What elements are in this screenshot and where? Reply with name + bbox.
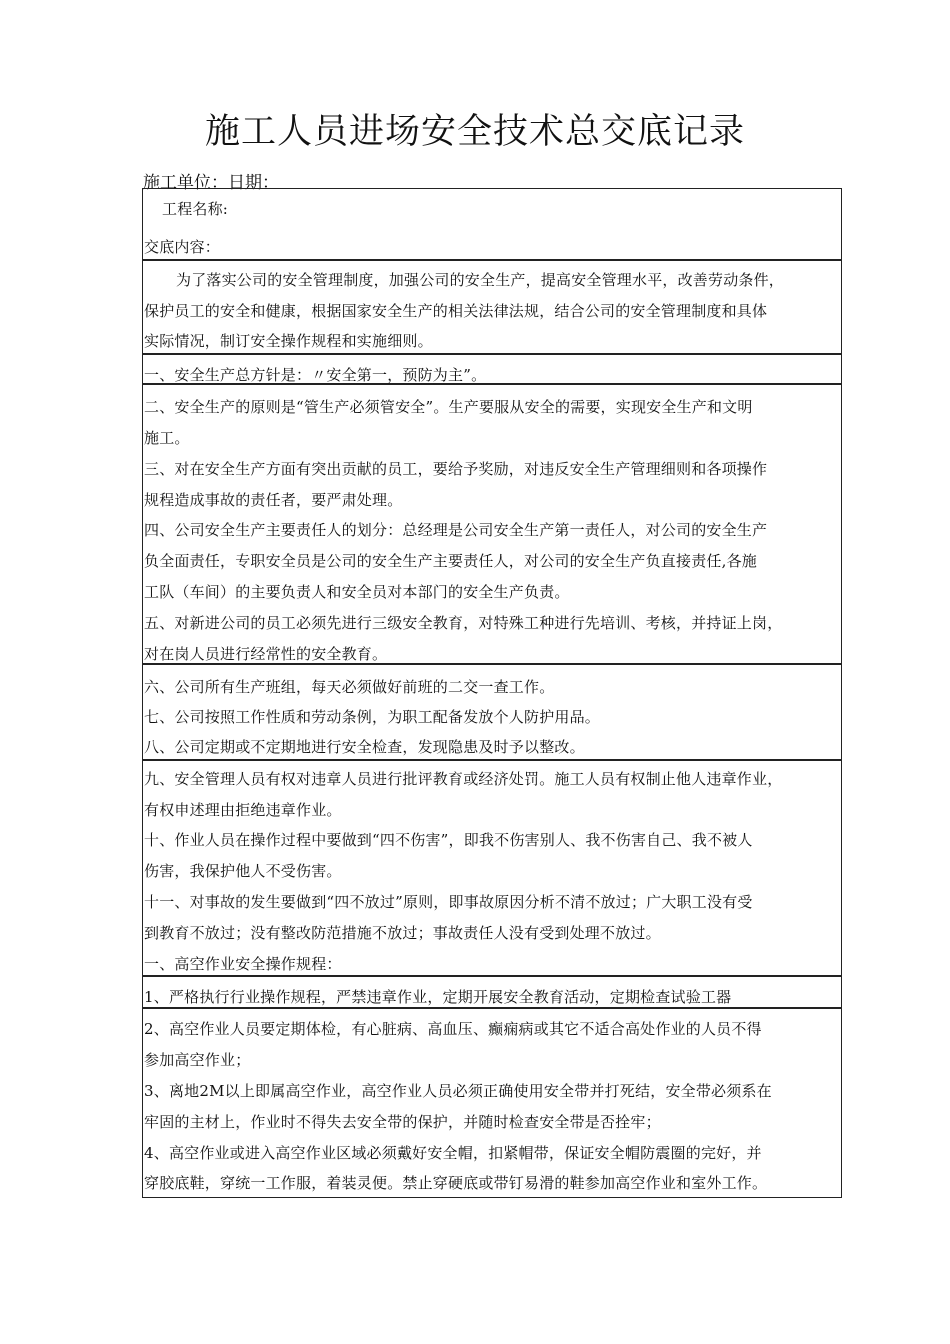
text-line: 工队（车间）的主要负责人和安全员对本部门的安全生产负责。 — [144, 583, 570, 601]
text-line: 二、安全生产的原则是“管生产必须管安全”。生产要服从安全的需要，实现安全生产和文明 — [144, 398, 753, 416]
text-line: 2、高空作业人员要定期体检，有心脏病、高血压、癫痫病或其它不适合高处作业的人员不得 — [144, 1020, 762, 1038]
text-line: 4、高空作业或进入高空作业区域必须戴好安全帽，扣紧帽带，保证安全帽防震圈的完好，并 — [144, 1144, 762, 1162]
unit-date-line: 施工单位：日期： — [143, 173, 279, 193]
text-line: 施工。 — [144, 429, 190, 447]
text-line: 四、公司安全生产主要责任人的划分：总经理是公司安全生产第一责任人，对公司的安全生产 — [144, 521, 768, 539]
text-line: 七、公司按照工作性质和劳动条例，为职工配备发放个人防护用品。 — [144, 708, 601, 726]
text-line: 十、作业人员在操作过程中要做到“四不伤害”，即我不伤害别人、我不伤害自己、我不被人 — [144, 831, 753, 849]
text-line: 保护员工的安全和健康，根据国家安全生产的相关法律法规，结合公司的安全管理制度和具体 — [144, 302, 768, 320]
content-label: 交底内容： — [144, 238, 221, 256]
section-heading: 一、高空作业安全操作规程： — [144, 955, 342, 973]
text-line: 到教育不放过；没有整改防范措施不放过；事故责任人没有受到处理不放过。 — [144, 924, 661, 942]
text-line: 实际情况，制订安全操作规程和实施细则。 — [144, 332, 433, 350]
document-title: 施工人员进场安全技术总交底记录 — [204, 112, 745, 152]
text-line: 规程造成事故的责任者，要严肃处理。 — [144, 491, 403, 509]
text-line: 负全面责任，专职安全员是公司的安全生产主要责任人，对公司的安全生产负直接责任,各施 — [144, 552, 757, 570]
text-line: 为了落实公司的安全管理制度，加强公司的安全生产，提高安全管理水平，改善劳动条件， — [176, 271, 785, 289]
text-line: 一、安全生产总方针是：〃安全第一，预防为主”。 — [144, 366, 487, 384]
project-name-box — [142, 188, 842, 260]
text-line: 穿胶底鞋，穿统一工作服，着装灵便。禁止穿硬底或带钉易滑的鞋参加高空作业和室外工作。 — [144, 1174, 768, 1192]
text-line: 六、公司所有生产班组，每天必须做好前班的二交一查工作。 — [144, 678, 555, 696]
text-line: 1、严格执行行业操作规程，严禁违章作业，定期开展安全教育活动，定期检查试验工器 — [144, 988, 732, 1006]
text-line: 有权申述理由拒绝违章作业。 — [144, 801, 342, 819]
text-line: 九、安全管理人员有权对违章人员进行批评教育或经济处罚。施工人员有权制止他人违章作业， — [144, 770, 783, 788]
text-line: 3、离地2M以上即属高空作业，高空作业人员必须正确使用安全带并打死结，安全带必须系在 — [144, 1082, 772, 1100]
text-line: 十一、对事故的发生要做到“四不放过”原则，即事故原因分析不清不放过；广大职工没有受 — [144, 893, 753, 911]
text-line: 三、对在安全生产方面有突出贡献的员工，要给予奖励，对违反安全生产管理细则和各项操作 — [144, 460, 768, 478]
text-line: 参加高空作业； — [144, 1051, 251, 1069]
text-line: 牢固的主材上，作业时不得失去安全带的保护，并随时检查安全带是否拴牢； — [144, 1113, 661, 1131]
text-line: 五、对新进公司的员工必须先进行三级安全教育，对特殊工种进行先培训、考核，并持证上岗， — [144, 614, 783, 632]
text-line: 八、公司定期或不定期地进行安全检查，发现隐患及时予以整改。 — [144, 738, 585, 756]
text-line: 对在岗人员进行经常性的安全教育。 — [144, 645, 388, 663]
project-name-label: 工程名称: — [162, 200, 229, 218]
text-line: 伤害，我保护他人不受伤害。 — [144, 862, 342, 880]
